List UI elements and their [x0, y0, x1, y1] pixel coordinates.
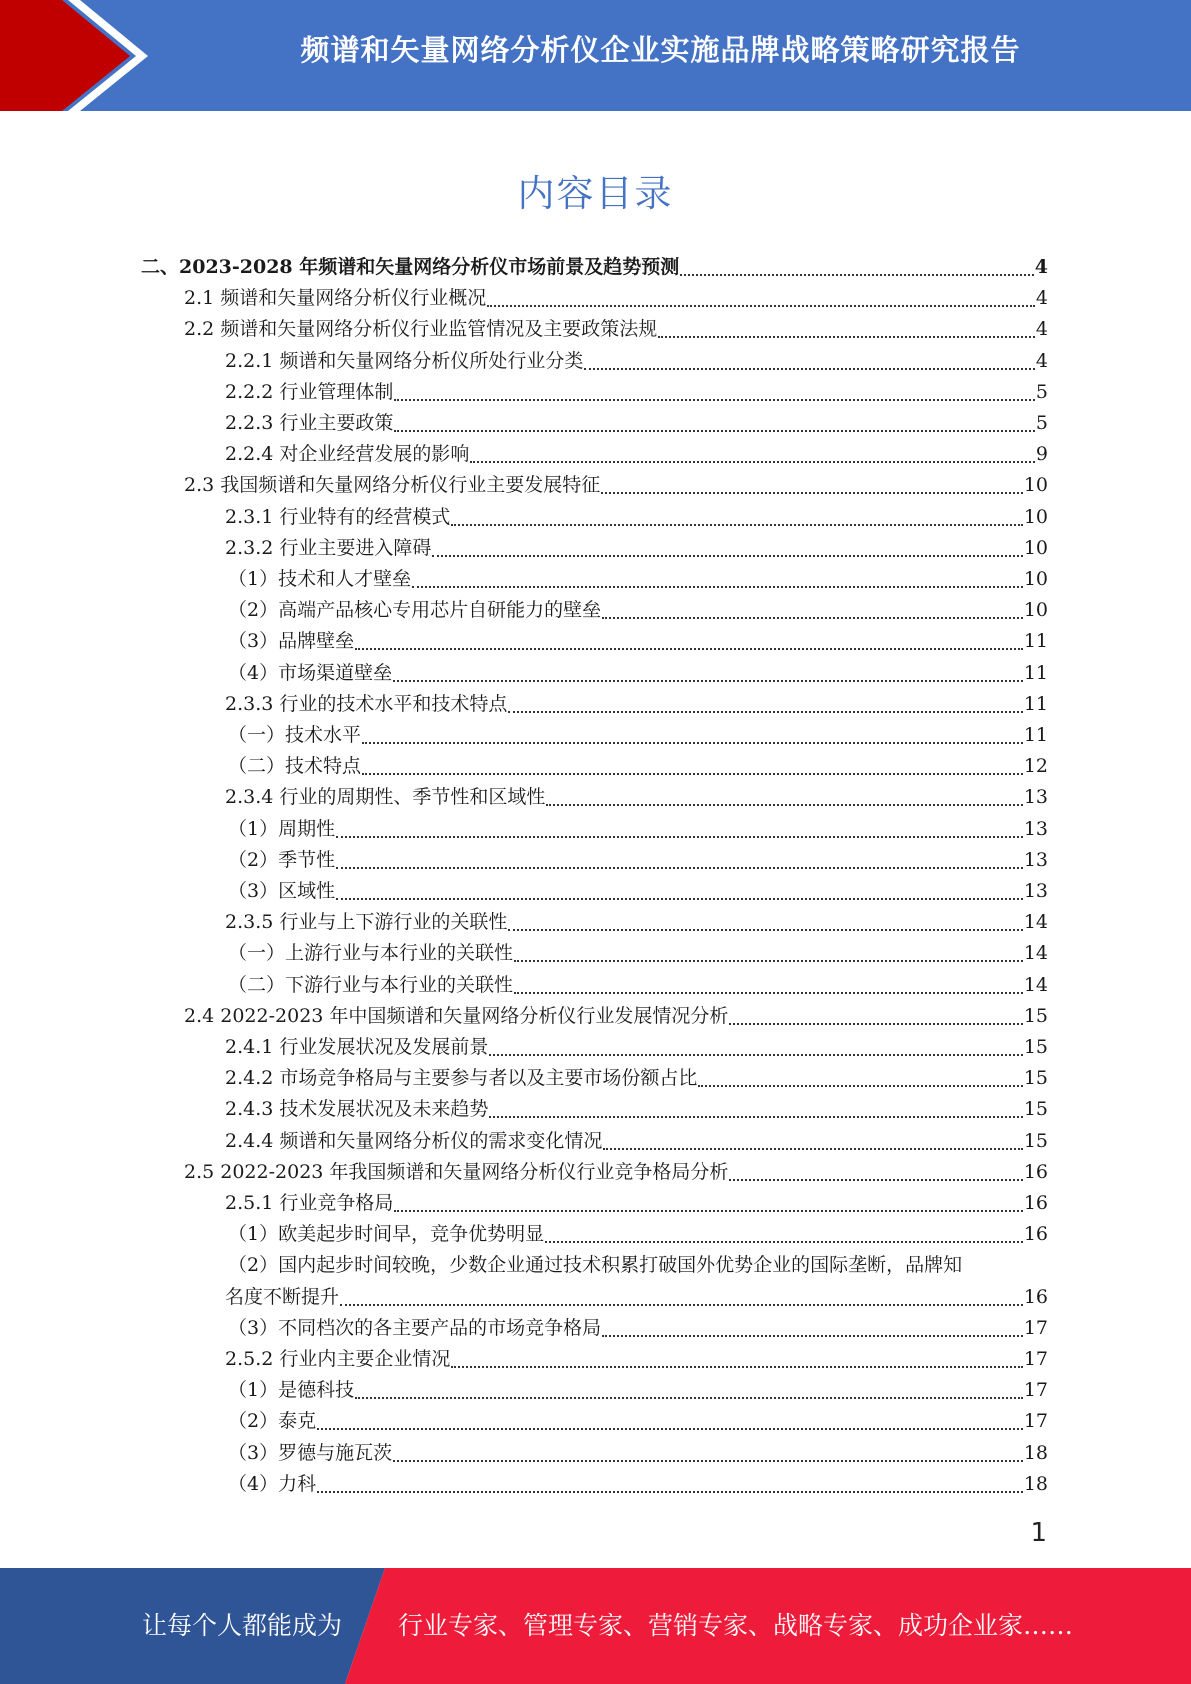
- toc-entry-label: 二、2023-2028 年频谱和矢量网络分析仪市场前景及趋势预测: [141, 256, 680, 278]
- toc-leader-dots: [336, 898, 1023, 900]
- toc-entry-label: 2.1 频谱和矢量网络分析仪行业概况: [184, 287, 487, 309]
- toc-entry-page: 16: [1023, 1192, 1048, 1214]
- toc-entry[interactable]: [228, 658, 1048, 689]
- toc-entry-page: 12: [1023, 755, 1048, 777]
- toc-entry-page: 5: [1035, 381, 1048, 403]
- toc-entry[interactable]: [228, 876, 1048, 907]
- toc-entry[interactable]: [225, 1188, 1048, 1219]
- toc-entry[interactable]: [228, 845, 1048, 876]
- toc-leader-dots: [336, 836, 1023, 838]
- toc-leader-dots: [412, 586, 1023, 588]
- toc-leader-dots: [470, 461, 1035, 463]
- toc-entry-page: 16: [1023, 1286, 1048, 1308]
- toc-entry[interactable]: [184, 283, 1048, 314]
- toc-entry-label: 2.4.1 行业发展状况及发展前景: [225, 1036, 489, 1058]
- footer-slogan-right: 行业专家、管理专家、营销专家、战略专家、成功企业家……: [398, 1611, 1074, 1640]
- toc-title: 内容目录: [517, 172, 674, 215]
- toc-entry-label: （二）下游行业与本行业的关联性: [228, 974, 514, 996]
- toc-entry-page: 15: [1023, 1067, 1048, 1089]
- toc-entry-page: 18: [1023, 1442, 1048, 1464]
- toc-leader-dots: [317, 1428, 1023, 1430]
- toc-entry-page: 4: [1035, 287, 1048, 309]
- toc-leader-dots: [603, 1148, 1022, 1150]
- toc-leader-dots: [355, 1397, 1023, 1399]
- toc-entry[interactable]: [184, 1157, 1048, 1188]
- toc-entry-label: 2.4.4 频谱和矢量网络分析仪的需求变化情况: [225, 1130, 603, 1152]
- toc-entry[interactable]: [225, 1344, 1048, 1375]
- toc-entry-label: 2.2.1 频谱和矢量网络分析仪所处行业分类: [225, 350, 584, 372]
- toc-leader-dots: [584, 368, 1035, 370]
- toc-leader-dots: [355, 648, 1023, 650]
- toc-entry-label: 2.3.5 行业与上下游行业的关联性: [225, 911, 508, 933]
- toc-entry-label: （3）罗德与施瓦茨: [228, 1442, 393, 1464]
- toc-entry-label: 2.3.2 行业主要进入障碍: [225, 537, 432, 559]
- toc-entry[interactable]: [225, 907, 1048, 938]
- toc-entry[interactable]: [225, 1063, 1048, 1094]
- toc-entry-label: （1）技术和人才壁垒: [228, 568, 412, 590]
- toc-entry-page: 14: [1023, 942, 1048, 964]
- page-number: 1: [1030, 1518, 1047, 1548]
- toc-entry-page: 10: [1023, 474, 1048, 496]
- toc-entry-label: （4）市场渠道壁垒: [228, 662, 393, 684]
- toc-leader-dots: [394, 430, 1035, 432]
- toc-leader-dots: [514, 960, 1023, 962]
- toc-leader-dots: [658, 336, 1035, 338]
- toc-entry-page: 14: [1023, 911, 1048, 933]
- toc-entry-label: 2.2.4 对企业经营发展的影响: [225, 443, 470, 465]
- toc-leader-dots: [432, 555, 1022, 557]
- toc-entry[interactable]: [228, 1375, 1048, 1406]
- toc-entry[interactable]: [228, 564, 1048, 595]
- toc-entry-label: （3）不同档次的各主要产品的市场竞争格局: [228, 1317, 602, 1339]
- toc-entry-label: 2.2.2 行业管理体制: [225, 381, 394, 403]
- toc-leader-dots: [336, 867, 1023, 869]
- toc-entry[interactable]: [225, 1032, 1048, 1063]
- toc-entry[interactable]: [225, 439, 1048, 470]
- toc-entry-label: （二）技术特点: [228, 755, 362, 777]
- toc-entry-page: 11: [1023, 630, 1048, 652]
- toc-entry-label: （2）高端产品核心专用芯片自研能力的壁垒: [228, 599, 602, 621]
- toc-entry[interactable]: [184, 314, 1048, 345]
- toc-entry-label: （一）技术水平: [228, 724, 362, 746]
- toc-entry-label: 2.5.2 行业内主要企业情况: [225, 1348, 451, 1370]
- toc-entry[interactable]: [228, 1313, 1048, 1344]
- toc-entry-label: （3）区域性: [228, 880, 336, 902]
- toc-entry-label: 2.5 2022-2023 年我国频谱和矢量网络分析仪行业竞争格局分析: [184, 1161, 729, 1183]
- toc-entry[interactable]: [225, 408, 1048, 439]
- toc-entry-page: 15: [1023, 1130, 1048, 1152]
- toc-leader-dots: [602, 1335, 1023, 1337]
- toc-entry-chapter-2[interactable]: [141, 252, 1048, 283]
- toc-entry-page: 5: [1035, 412, 1048, 434]
- toc-leader-dots: [729, 1023, 1022, 1025]
- toc-entry-page: 13: [1023, 849, 1048, 871]
- toc-leader-dots: [394, 1210, 1022, 1212]
- toc-entry[interactable]: [184, 1001, 1048, 1032]
- toc-entry-page: 15: [1023, 1036, 1048, 1058]
- toc-entry-page: 16: [1023, 1161, 1048, 1183]
- toc-entry-label: （2）季节性: [228, 849, 336, 871]
- toc-entry-label: 2.3.4 行业的周期性、季节性和区域性: [225, 786, 546, 808]
- toc-entry-label: （1）欧美起步时间早，竞争优势明显: [228, 1223, 545, 1245]
- toc-entry[interactable]: [225, 377, 1048, 408]
- toc-leader-dots: [514, 992, 1023, 994]
- toc-leader-dots: [489, 1054, 1022, 1056]
- toc-entry-page: 18: [1023, 1473, 1048, 1495]
- toc-leader-dots: [546, 804, 1022, 806]
- toc-leader-dots: [393, 1460, 1023, 1462]
- toc-entry[interactable]: [225, 1126, 1048, 1157]
- toc-entry[interactable]: [228, 938, 1048, 969]
- toc-entry-label: （4）力科: [228, 1473, 317, 1495]
- toc-entry-page: 4: [1034, 256, 1048, 278]
- toc-entry-label: （2）泰克: [228, 1410, 317, 1432]
- toc-entry-page: 17: [1023, 1410, 1048, 1432]
- toc-entry-page: 10: [1023, 537, 1048, 559]
- toc-entry-label: 2.3 我国频谱和矢量网络分析仪行业主要发展特征: [184, 474, 601, 496]
- toc-entry[interactable]: [225, 782, 1048, 813]
- toc-entry-label: 名度不断提升: [225, 1286, 340, 1308]
- toc-entry[interactable]: [225, 1094, 1048, 1125]
- toc-leader-dots: [451, 524, 1022, 526]
- toc-entry[interactable]: [228, 751, 1048, 782]
- toc-entry[interactable]: [225, 346, 1048, 377]
- toc-entry-page: 15: [1023, 1005, 1048, 1027]
- toc-entry[interactable]: [225, 533, 1048, 564]
- toc-leader-dots: [508, 711, 1022, 713]
- toc-entry-page: 10: [1023, 506, 1048, 528]
- toc-entry[interactable]: [225, 689, 1048, 720]
- toc-entry-page: 10: [1023, 568, 1048, 590]
- header-title: 频谱和矢量网络分析仪企业实施品牌战略策略研究报告: [300, 33, 1021, 67]
- footer-slogan-left: 让每个人都能成为: [142, 1611, 343, 1640]
- toc-entry-page: 17: [1023, 1379, 1048, 1401]
- toc-leader-dots: [393, 680, 1023, 682]
- toc-entry-page: 4: [1035, 350, 1048, 372]
- toc-entry-label: 2.2 频谱和矢量网络分析仪行业监管情况及主要政策法规: [184, 318, 658, 340]
- toc-entry[interactable]: [228, 595, 1048, 626]
- toc-entry-page: 13: [1023, 818, 1048, 840]
- toc-entry[interactable]: [228, 720, 1048, 751]
- toc-leader-dots: [602, 617, 1023, 619]
- toc-leader-dots: [394, 399, 1035, 401]
- toc-entry-label: 2.4.2 市场竞争格局与主要参与者以及主要市场份额占比: [225, 1067, 698, 1089]
- toc-entry-wrapped-second-line[interactable]: [225, 1282, 1048, 1313]
- toc-entry[interactable]: [228, 1406, 1048, 1437]
- toc-entry[interactable]: [225, 502, 1048, 533]
- toc-entry[interactable]: [228, 626, 1048, 657]
- toc-leader-dots: [508, 929, 1022, 931]
- toc-entry-page: 11: [1023, 693, 1048, 715]
- toc-entry-page: 13: [1023, 880, 1048, 902]
- toc-entry-page: 17: [1023, 1317, 1048, 1339]
- toc-entry-label: （1）周期性: [228, 818, 336, 840]
- toc-leader-dots: [317, 1491, 1023, 1493]
- toc-entry-wrapped-first-line[interactable]: [228, 1250, 962, 1281]
- toc-leader-dots: [698, 1085, 1022, 1087]
- toc-entry-label: （2）国内起步时间较晚，少数企业通过技术积累打破国外优势企业的国际垄断，品牌知: [228, 1254, 963, 1276]
- toc-entry-label: （一）上游行业与本行业的关联性: [228, 942, 514, 964]
- toc-entry-label: 2.3.3 行业的技术水平和技术特点: [225, 693, 508, 715]
- toc-entry-label: 2.5.1 行业竞争格局: [225, 1192, 394, 1214]
- toc-entry-label: 2.3.1 行业特有的经营模式: [225, 506, 451, 528]
- toc-leader-dots: [489, 1116, 1022, 1118]
- toc-leader-dots: [680, 274, 1034, 276]
- toc-entry[interactable]: [228, 1469, 1048, 1500]
- toc-entry-label: 2.4.3 技术发展状况及未来趋势: [225, 1098, 489, 1120]
- toc-entry-page: 10: [1023, 599, 1048, 621]
- toc-leader-dots: [601, 492, 1023, 494]
- toc-entry-page: 11: [1023, 662, 1048, 684]
- toc-leader-dots: [451, 1366, 1022, 1368]
- toc-leader-dots: [362, 773, 1023, 775]
- toc-leader-dots: [729, 1179, 1022, 1181]
- toc-entry[interactable]: [228, 814, 1048, 845]
- toc-leader-dots: [487, 305, 1035, 307]
- header-banner: [0, 0, 1191, 111]
- toc-entry[interactable]: [184, 470, 1048, 501]
- toc-leader-dots: [545, 1241, 1023, 1243]
- toc-entry-page: 9: [1035, 443, 1048, 465]
- toc-entry-label: 2.2.3 行业主要政策: [225, 412, 394, 434]
- toc-entry-label: （3）品牌壁垒: [228, 630, 355, 652]
- toc-entry[interactable]: [228, 1219, 1048, 1250]
- toc-entry-page: 11: [1023, 724, 1048, 746]
- footer-banner: [0, 1568, 1191, 1684]
- toc-entry-page: 16: [1023, 1223, 1048, 1245]
- toc-entry-page: 17: [1023, 1348, 1048, 1370]
- toc-entry-label: （1）是德科技: [228, 1379, 355, 1401]
- toc-entry-label: 2.4 2022-2023 年中国频谱和矢量网络分析仪行业发展情况分析: [184, 1005, 729, 1027]
- toc-entry-page: 15: [1023, 1098, 1048, 1120]
- toc-entry-page: 13: [1023, 786, 1048, 808]
- toc-leader-dots: [362, 742, 1023, 744]
- toc-entry[interactable]: [228, 970, 1048, 1001]
- toc-entry-page: 4: [1035, 318, 1048, 340]
- toc-entry[interactable]: [228, 1438, 1048, 1469]
- toc-entry-page: 14: [1023, 974, 1048, 996]
- toc-leader-dots: [340, 1304, 1023, 1306]
